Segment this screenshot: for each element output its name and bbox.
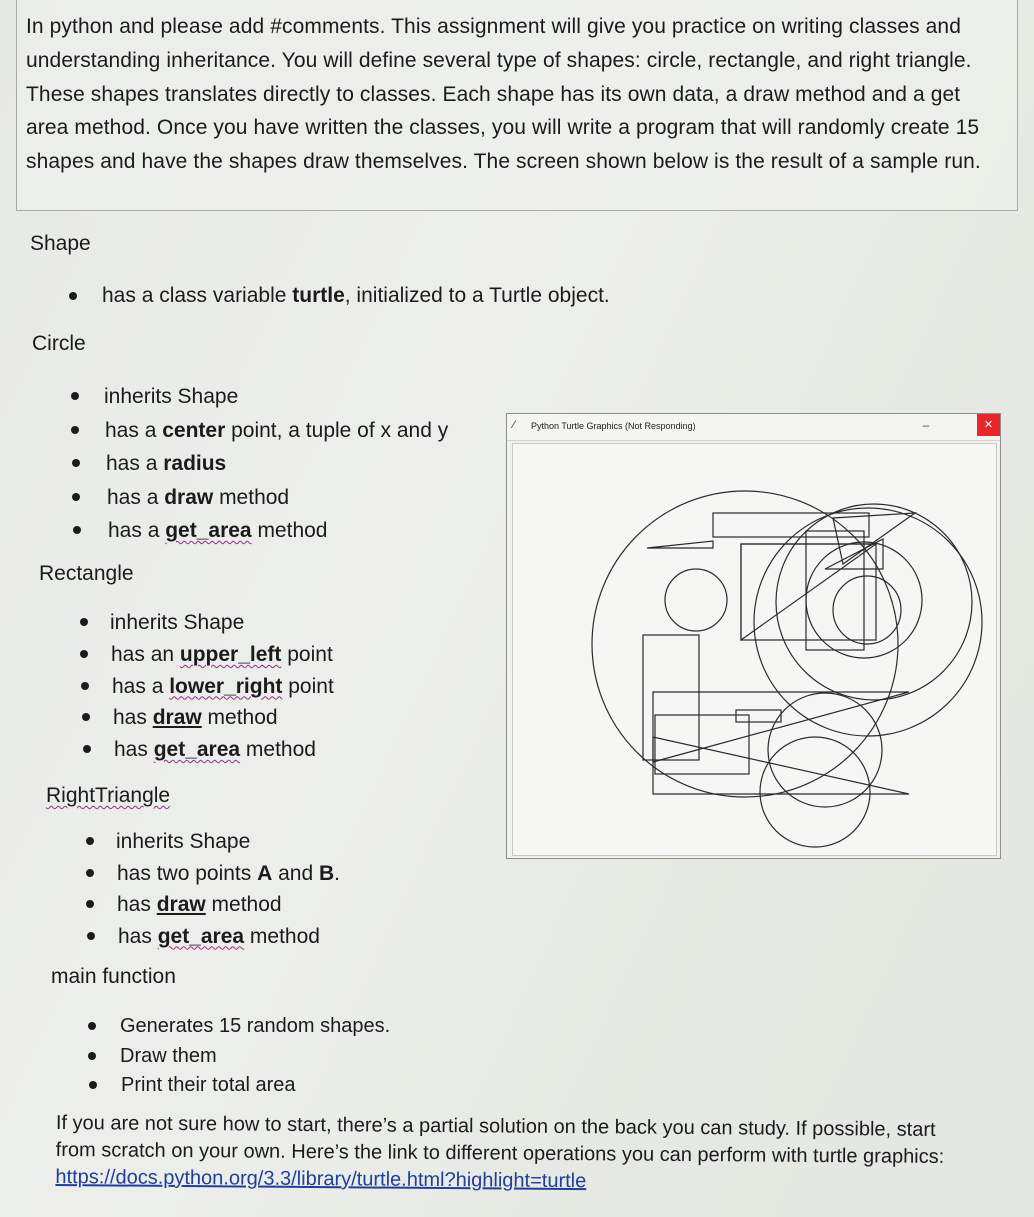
drawn-rectangle [655,715,749,774]
window-title: Python Turtle Graphics (Not Responding) [531,421,696,431]
term-radius: radius [163,452,227,475]
list-item: Generates 15 random shapes. [88,1012,390,1042]
list-item: inherits Shape [72,380,448,414]
circle-list [72,380,448,548]
term-draw: draw [156,893,206,916]
feather-icon: ⁄ [513,419,515,431]
list-item: has a draw method [72,481,448,515]
term-draw: draw [152,706,202,730]
intro-paragraph [26,10,991,179]
bullet-dot [86,837,94,845]
drawn-triangle [647,541,713,548]
drawn-rectangle [713,513,869,537]
term-lower-right: lower_right [169,674,283,698]
drawn-circle [760,737,870,847]
main-function-heading: main function [51,965,176,988]
list-item: has draw method [86,889,340,921]
term-get-area: get_area [165,519,252,542]
list-item: inherits Shape [80,607,334,639]
close-button[interactable]: ✕ [977,414,1000,436]
main-function-list [88,1012,390,1101]
list-item: has two points A and B. [86,858,340,890]
bullet-dot [69,292,77,300]
drawn-triangle [653,692,909,762]
term-upper-left: upper_left [179,642,282,666]
drawn-triangle [741,544,876,640]
circle-heading: Circle [32,332,86,355]
right-triangle-heading: RightTriangle [46,784,171,807]
bullet-dot [72,493,80,501]
shape-list [70,282,610,310]
bullet-dot [72,459,80,467]
rectangle-heading: Rectangle [39,562,134,585]
term-center: center [162,418,226,442]
term-get-area: get_area [157,924,245,948]
list-item: inherits Shape [86,826,340,858]
list-item: has get_area method [86,921,340,953]
bullet-dot [71,392,79,400]
drawn-circle [665,569,727,631]
list-item: has a get_area method [72,514,448,548]
list-item: has an upper_left point [80,639,334,671]
bullet-dot [73,526,81,534]
drawn-circle [768,693,882,807]
drawn-rectangle [736,710,781,722]
list-item: has get_area method [80,734,334,766]
list-item: has a class variable turtle, initialized to a Turtle object. [70,282,610,310]
bullet-dot [81,682,89,690]
turtle-canvas [512,443,997,856]
window-titlebar[interactable] [507,414,1000,441]
minimize-button[interactable]: – [922,418,930,432]
turtle-graphics-window [506,413,1001,859]
list-item: Draw them [88,1042,390,1072]
drawn-circle [833,576,901,644]
right-triangle-list [86,826,340,952]
intro-text-start: In python and please add # [26,15,282,38]
list-item: has a center point, a tuple of x and y [72,414,448,448]
bullet-dot [80,650,88,658]
term-turtle: turtle [292,284,345,307]
intro-text-rest: comments. This assignment will give you practice on writing classes and understanding inheritance. You will define several type of shapes: circle, rectangle, and right triangle. These shapes translates directly to classes. Each shape has its own data, a draw method and a get area method. Once you have written the classes, you will write a program that will randomly create 15 shapes and have the shapes draw themselves. The screen shown below is the result of a sample run. [26,15,981,174]
turtle-drawing [513,444,996,855]
list-item: has a radius [72,447,448,481]
term-point-b: B [318,861,335,885]
bullet-dot [86,900,94,908]
term-draw: draw [164,485,214,509]
rectangle-list [80,607,334,766]
bullet-dot [83,745,91,753]
list-item: has draw method [80,702,334,734]
bullet-dot [87,932,95,940]
bullet-dot [88,1052,96,1060]
bullet-dot [88,1022,96,1030]
term-point-a: A [257,861,273,885]
list-item: has a lower_right point [80,671,334,703]
bullet-dot [89,1081,97,1089]
bullet-dot [80,618,88,626]
list-item: Print their total area [88,1071,390,1101]
drawn-rectangle [806,531,864,650]
turtle-docs-link[interactable]: https://docs.python.org/3.3/library/turtle.html?highlight=turtle [55,1165,587,1193]
term-get-area: get_area [153,738,241,762]
bullet-dot [86,869,94,877]
bullet-dot [71,426,79,434]
footer-paragraph: If you are not sure how to start, there’s a partial solution on the back you can study. If possible, start from scratch on your own. Here’s the link to different operations you can perform with turtle graphics: https://docs.python.org/3.3/library/turtle.html?highlight=turtle [55,1111,945,1193]
shape-heading: Shape [30,232,91,255]
bullet-dot [82,713,90,721]
